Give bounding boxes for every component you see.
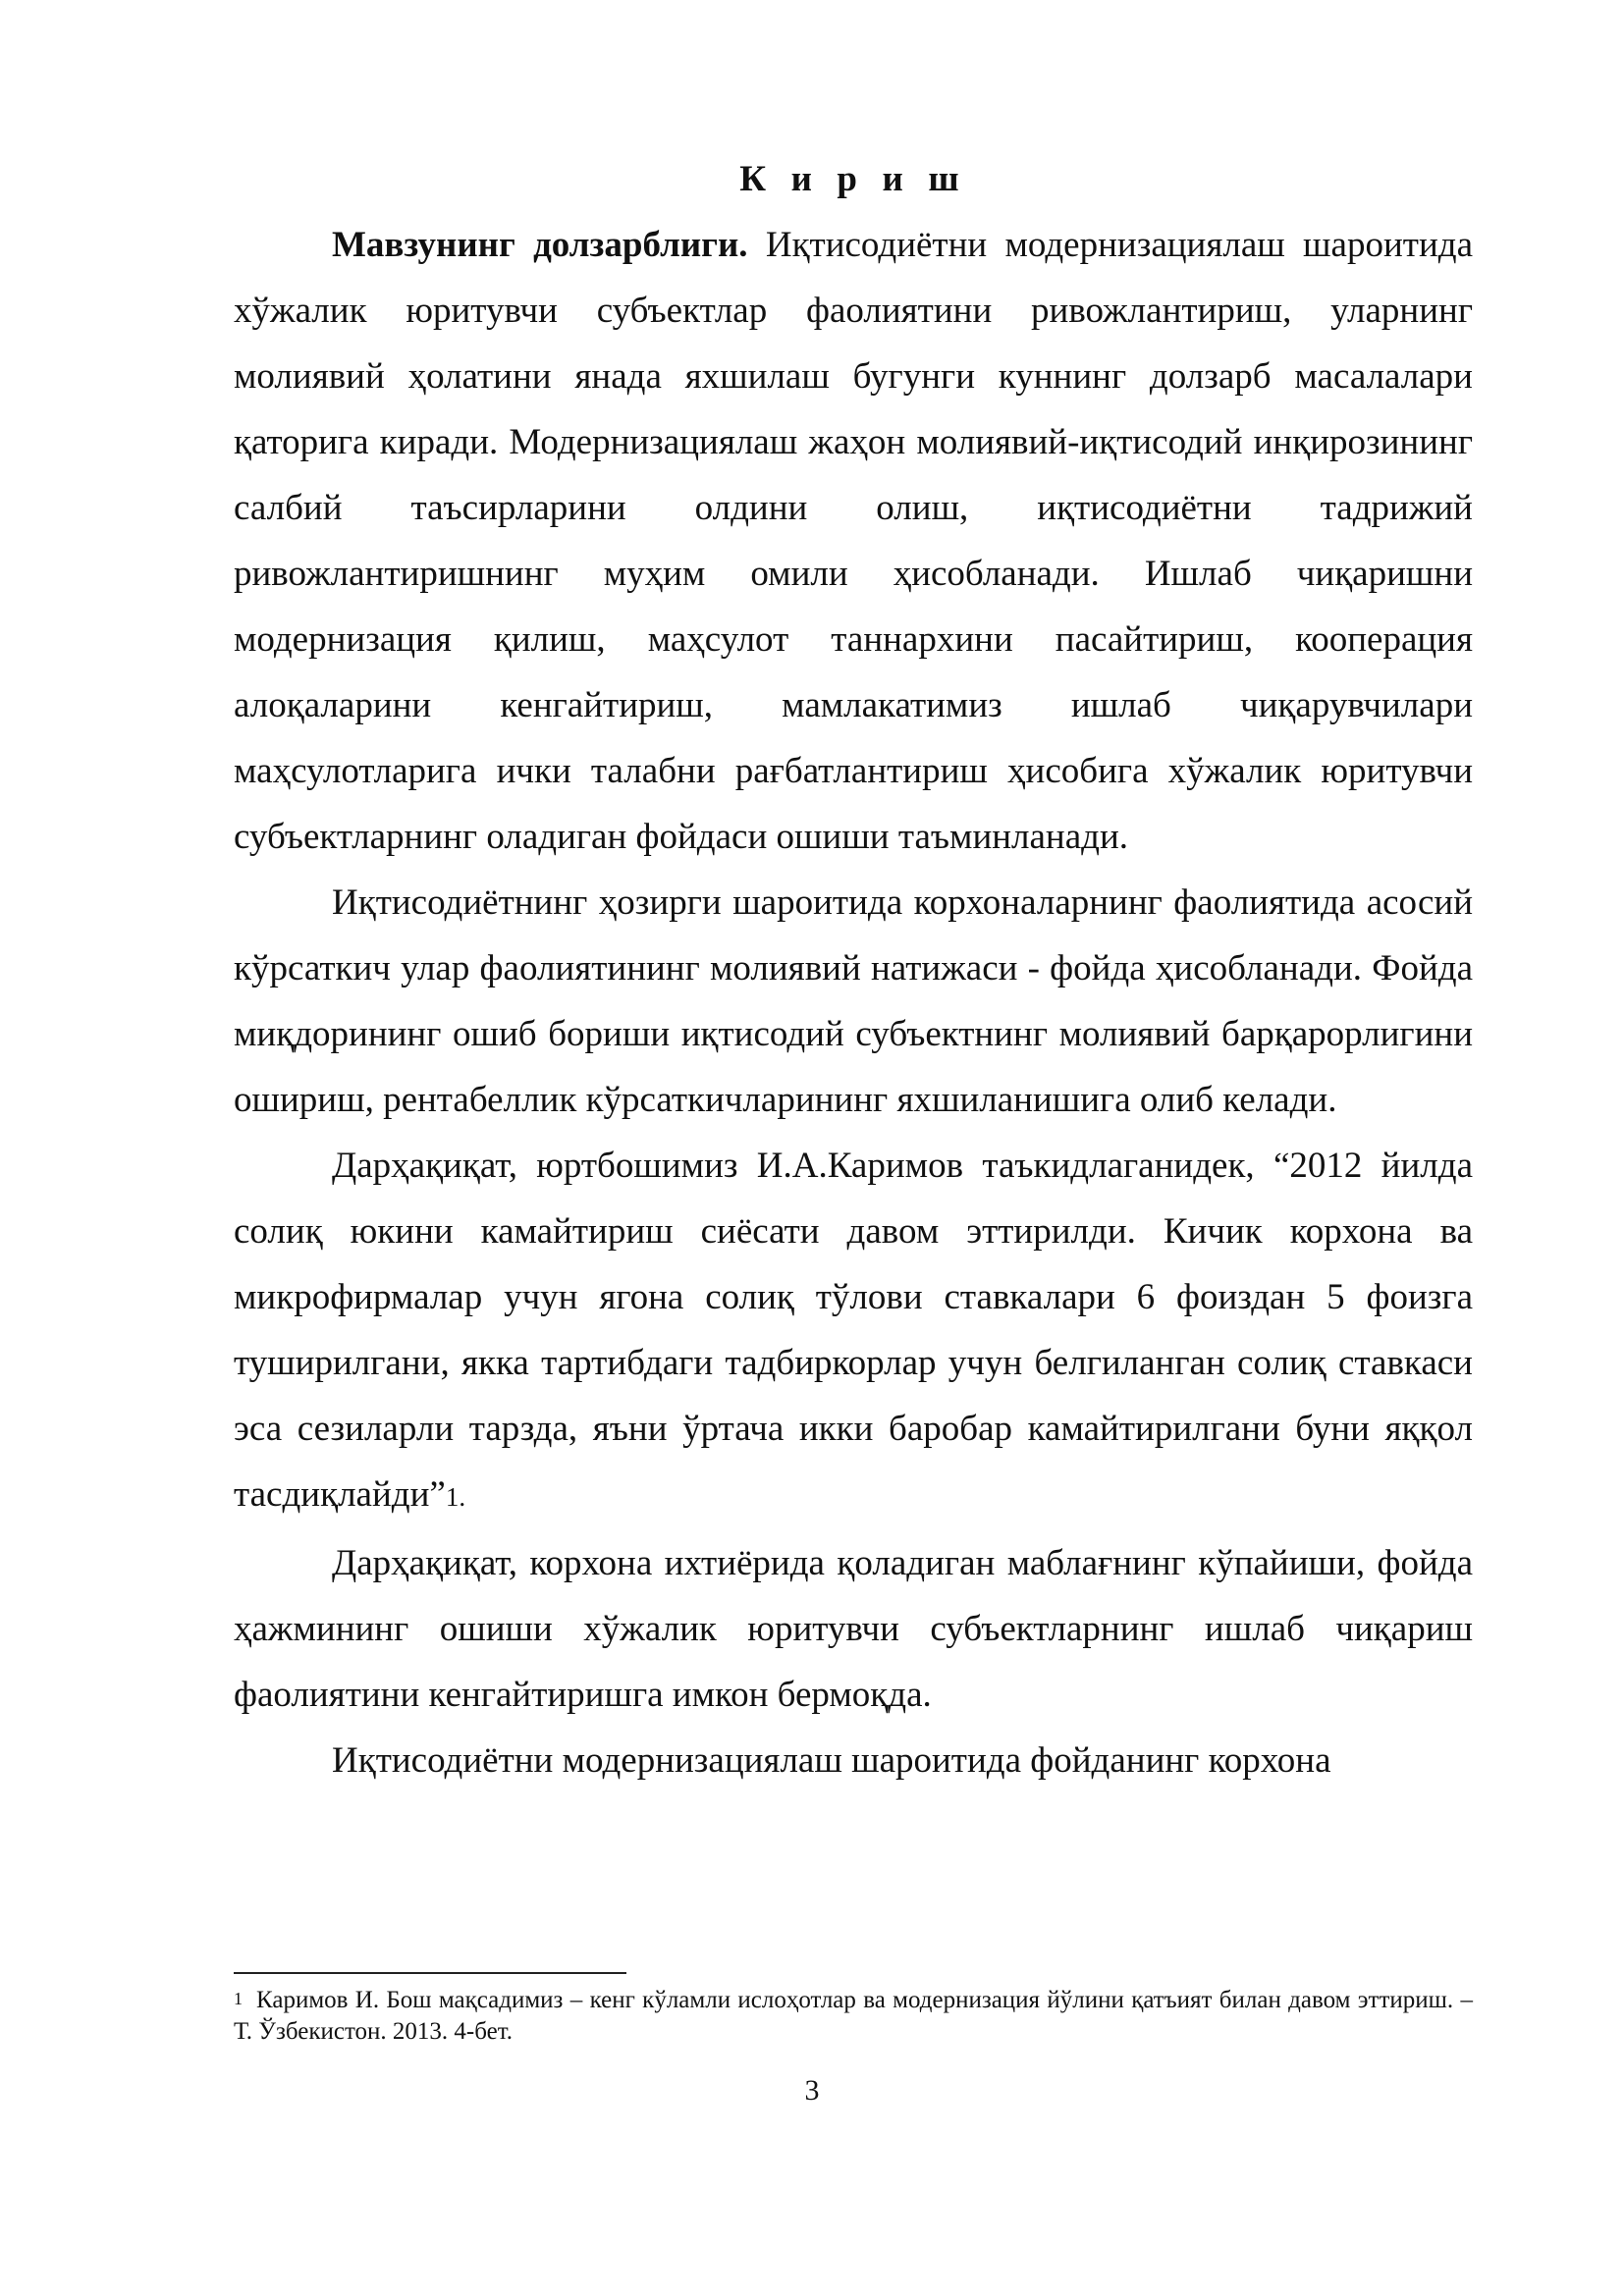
paragraph-modernization <box>234 1728 1473 1793</box>
footnote-divider <box>234 1972 626 1974</box>
footnote <box>234 1985 1473 2048</box>
footnote-text: Каримов И. Бош мақсадимиз – кенг кўламли ислоҳотлар ва модернизация йўлини қатъият билан давом эттириш. –Т. Ўзбекистон. 2013. 4-бет. <box>234 1987 1473 2045</box>
paragraph-karimov-quote <box>234 1133 1473 1530</box>
page-number: 3 <box>804 2074 820 2107</box>
footnote-reference: 1. <box>445 1482 466 1512</box>
paragraph-profit-indicator <box>234 870 1473 1133</box>
paragraph-text: Иқтисодиётни модернизациялаш шароитида фойданинг корхона <box>332 1740 1331 1781</box>
paragraph-text: Иқтисодиётнинг ҳозирги шароитида корхоналарнинг фаолиятида асосий кўрсаткич улар фаолиятининг молиявий натижаси - фойда ҳисобланади. Фойда миқдорининг ошиб бориши иқтисодий субъектнинг молиявий барқарорлигини ошириш, рентабеллик кўрсаткичларининг яхшиланишига олиб келади. <box>234 882 1473 1120</box>
paragraph-funds-growth <box>234 1530 1473 1728</box>
page-body <box>234 147 1473 1793</box>
footnote-marker: 1 <box>234 1989 243 2008</box>
section-heading: К и р и ш <box>739 159 967 199</box>
paragraph-relevance <box>234 212 1473 870</box>
paragraph-text: Иқтисодиётни модернизациялаш шароитида хўжалик юритувчи субъектлар фаолиятини ривожлантириш, уларнинг молиявий ҳолатини янада яхшилаш бугунги куннинг долзарб масалалари қаторига киради. Модернизациялаш жаҳон молиявий-иқтисодий инқирозининг салбий таъсирларини олдини олиш, иқтисодиётни тадрижий ривожлантиришнинг муҳим омили ҳисобланади. Ишлаб чиқаришни модернизация қилиш, маҳсулот таннархини пасайтириш, кооперация алоқаларини кенгайтириш, мамлакатимиз ишлаб чиқарувчилари маҳсулотларига ички талабни рағбатлантириш ҳисобига хўжалик юритувчи субъектларнинг оладиган фойдаси ошиши таъминланади. <box>234 225 1473 857</box>
paragraph-text: Дарҳақиқат, юртбошимиз И.А.Каримов таъкидлаганидек, “2012 йилда солиқ юкини камайтириш сиёсати давом эттирилди. Кичик корхона ва микрофирмалар учун ягона солиқ тўлови ставкалари 6 фоиздан 5 фоизга туширилгани, якка тартибдаги тадбиркорлар учун белгиланган солиқ ставкаси эса сезиларли тарзда, яъни ўртача икки баробар камайтирилгани буни яққол тасдиқлайди” <box>234 1146 1473 1515</box>
paragraph-lead-bold: Мавзунинг долзарблиги. <box>332 225 748 265</box>
paragraph-text: Дарҳақиқат, корхона ихтиёрида қоладиган маблағнинг кўпайиши, фойда ҳажмининг ошиши хўжалик юритувчи субъектларнинг ишлаб чиқариш фаолиятини кенгайтиришга имкон бермоқда. <box>234 1543 1473 1715</box>
